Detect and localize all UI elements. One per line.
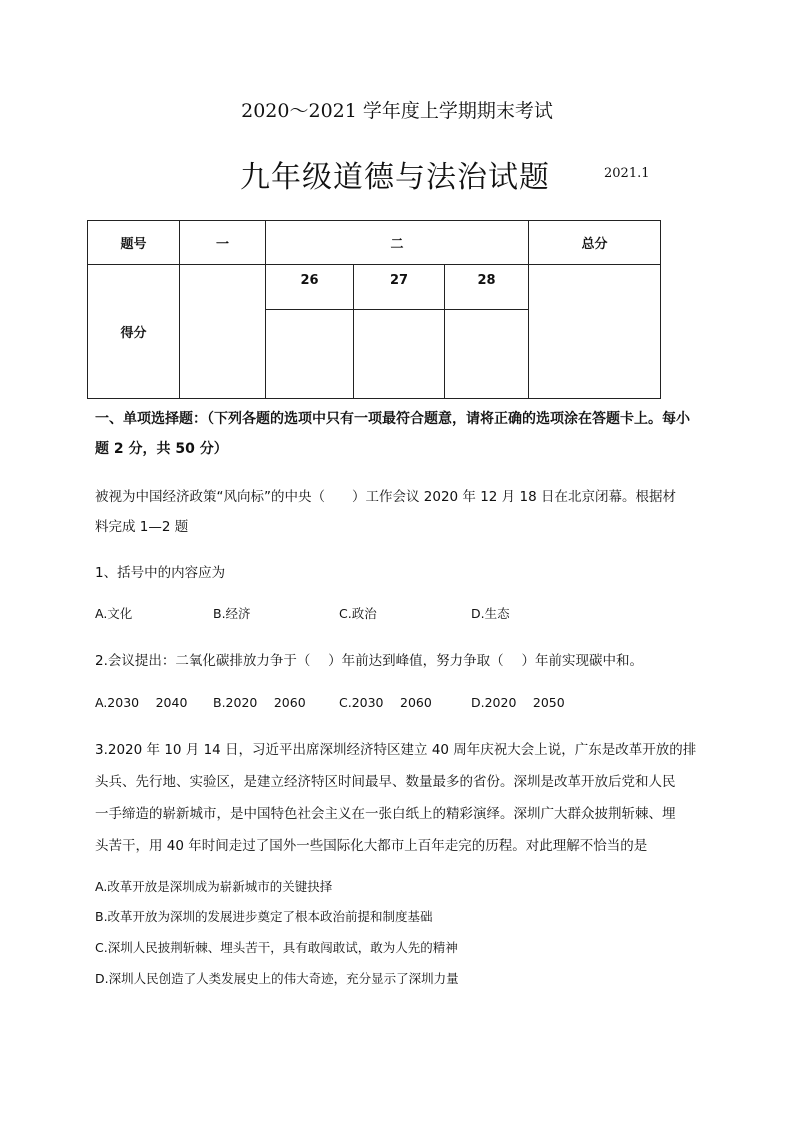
score-row-label: 得分 xyxy=(88,265,180,399)
score-header-q27: 27 xyxy=(354,265,445,310)
score-table xyxy=(87,220,661,399)
q1-option-d[interactable]: D.生态 xyxy=(471,606,510,621)
score-header-part1: 一 xyxy=(180,221,266,265)
q3-stem-line4: 头苦干，用 40 年时间走过了国外一些国际化大都市上百年走完的历程。对此理解不恰当的是 xyxy=(95,838,648,854)
q3-option-a[interactable]: A.改革开放是深圳成为崭新城市的关键抉择 xyxy=(95,879,333,894)
score-header-part2: 二 xyxy=(266,221,529,265)
score-header-no: 题号 xyxy=(88,221,180,265)
q3-option-b[interactable]: B.改革开放为深圳的发展进步奠定了根本政治前提和制度基础 xyxy=(95,909,433,924)
q2-stem: 2.会议提出：二氧化碳排放力争于（ ）年前达到峰值，努力争取（ ）年前实现碳中和。 xyxy=(95,653,643,669)
q2-option-b[interactable]: B.2020 2060 xyxy=(213,695,306,710)
score-cell-q27[interactable] xyxy=(354,310,445,399)
q2-option-c[interactable]: C.2030 2060 xyxy=(339,695,432,710)
q1-option-b[interactable]: B.经济 xyxy=(213,606,251,621)
score-header-total: 总分 xyxy=(529,221,661,265)
q1-option-c[interactable]: C.政治 xyxy=(339,606,377,621)
q3-option-d[interactable]: D.深圳人民创造了人类发展史上的伟大奇迹，充分显示了深圳力量 xyxy=(95,971,459,986)
exam-subtitle: 2020～2021 学年度上学期期末考试 xyxy=(241,100,553,122)
exam-title: 九年级道德与法治试题 xyxy=(240,160,550,195)
score-cell-total[interactable] xyxy=(529,265,661,399)
score-header-q28: 28 xyxy=(445,265,529,310)
material-line2: 料完成 1—2 题 xyxy=(95,519,189,535)
q3-stem-line3: 一手缔造的崭新城市，是中国特色社会主义在一张白纸上的精彩演绎。深圳广大群众披荆斩棘、埋 xyxy=(95,806,676,822)
q1-option-a[interactable]: A.文化 xyxy=(95,606,133,621)
exam-date: 2021.1 xyxy=(604,166,650,181)
score-cell-part1[interactable] xyxy=(180,265,266,399)
q2-option-a[interactable]: A.2030 2040 xyxy=(95,695,188,710)
q3-stem-line2: 头兵、先行地、实验区，是建立经济特区时间最早、数量最多的省份。深圳是改革开放后党和人民 xyxy=(95,774,676,790)
q1-stem: 1、括号中的内容应为 xyxy=(95,565,226,581)
q2-option-d[interactable]: D.2020 2050 xyxy=(471,695,565,710)
section1-instruction-line1: 一、单项选择题：（下列各题的选项中只有一项最符合题意，请将正确的选项涂在答题卡上。每小 xyxy=(95,411,690,427)
score-cell-q28[interactable] xyxy=(445,310,529,399)
score-header-q26: 26 xyxy=(266,265,354,310)
section1-instruction-line2: 题 2 分，共 50 分） xyxy=(95,441,228,457)
q3-stem-line1: 3.2020 年 10 月 14 日，习近平出席深圳经济特区建立 40 周年庆祝大会上说，广东是改革开放的排 xyxy=(95,742,697,758)
score-cell-q26[interactable] xyxy=(266,310,354,399)
q3-option-c[interactable]: C.深圳人民披荆斩棘、埋头苦干，具有敢闯敢试，敢为人先的精神 xyxy=(95,940,458,955)
material-line1: 被视为中国经济政策“风向标”的中央（ ）工作会议 2020 年 12 月 18 日在北京闭幕。根据材 xyxy=(95,489,676,505)
